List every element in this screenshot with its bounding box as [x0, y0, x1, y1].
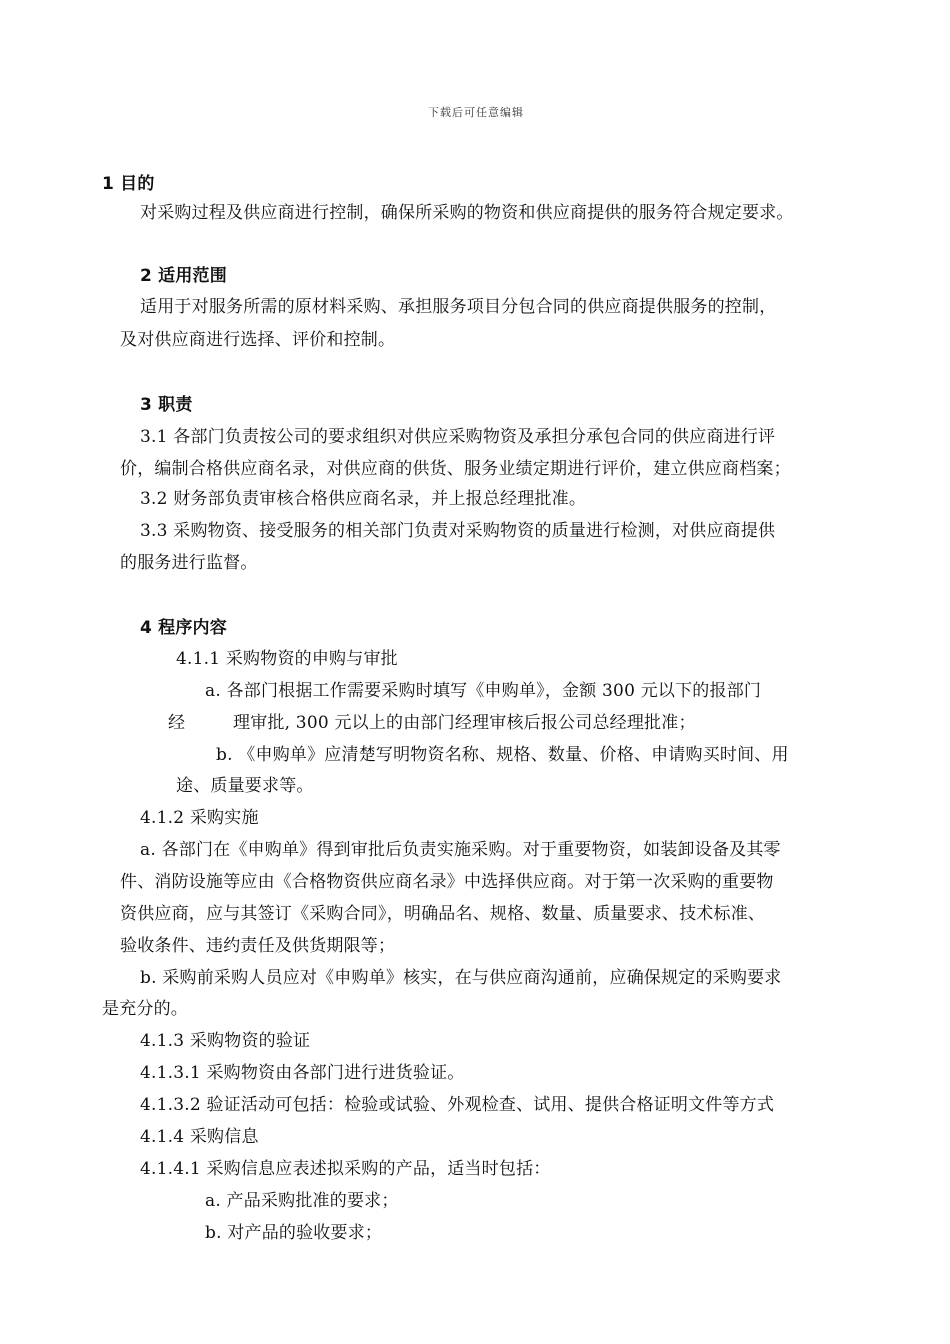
procedure-item-line: b. 《申购单》应清楚写明物资名称、规格、数量、价格、申请购买时间、用	[216, 745, 789, 765]
procedure-item-line: 是充分的。	[102, 999, 188, 1019]
procedure-item-line: 理审批, 300 元以上的由部门经理审核后报公司总经理批准；	[233, 713, 696, 733]
section-3-text-line: 的服务进行监督。	[120, 553, 258, 573]
procedure-item-line: 4.1.3.1 采购物资由各部门进行进货验证。	[140, 1063, 465, 1083]
section-3-text-line: 价，编制合格供应商名录，对供应商的供货、服务业绩定期进行评价，建立供应商档案；	[120, 459, 791, 479]
procedure-item-line: 件、消防设施等应由《合格物资供应商名录》中选择供应商。对于第一次采购的重要物	[120, 872, 774, 892]
section-3-text-line: 3.3 采购物资、接受服务的相关部门负责对采购物资的质量进行检测，对供应商提供	[140, 521, 776, 541]
section-3-heading: 3 职责	[140, 395, 193, 415]
subsection-heading: 4.1.3 采购物资的验证	[140, 1031, 311, 1051]
section-2-text-line: 及对供应商进行选择、评价和控制。	[120, 330, 396, 350]
procedure-item-line: 资供应商，应与其签订《采购合同》，明确品名、规格、数量、质量要求、技术标准、	[120, 904, 766, 924]
section-1-heading: 1 目的	[102, 174, 155, 194]
section-1-text-line: 对采购过程及供应商进行控制，确保所采购的物资和供应商提供的服务符合规定要求。	[140, 203, 794, 223]
procedure-item-line: a. 各部门在《申购单》得到审批后负责实施采购。对于重要物资，如装卸设备及其零	[140, 840, 781, 860]
procedure-item-line: 4.1.4.1 采购信息应表述拟采购的产品，适当时包括：	[140, 1159, 551, 1179]
procedure-item-line: 途、质量要求等。	[176, 776, 314, 796]
subsection-heading: 4.1.4 采购信息	[140, 1127, 259, 1147]
section-2-text-line: 适用于对服务所需的原材料采购、承担服务项目分包合同的供应商提供服务的控制，	[140, 297, 777, 317]
section-3-text-line: 3.2 财务部负责审核合格供应商名录，并上报总经理批准。	[140, 489, 587, 509]
procedure-item-line: 验收条件、违约责任及供货期限等；	[120, 936, 396, 956]
procedure-item-line: 4.1.3.2 验证活动可包括：检验或试验、外观检查、试用、提供合格证明文件等方式	[140, 1095, 775, 1115]
procedure-item-line: a. 产品采购批准的要求；	[205, 1191, 399, 1211]
procedure-item-line: b. 采购前采购人员应对《申购单》核实，在与供应商沟通前，应确保规定的采购要求	[140, 968, 782, 988]
subsection-heading: 4.1.2 采购实施	[140, 808, 259, 828]
page-header-note: 下载后可任意编辑	[428, 106, 524, 119]
procedure-item-line: a. 各部门根据工作需要采购时填写《申购单》，金额 300 元以下的报部门	[205, 681, 762, 701]
section-3-text-line: 3.1 各部门负责按公司的要求组织对供应采购物资及承担分承包合同的供应商进行评	[140, 427, 776, 447]
procedure-item-line: 经	[168, 713, 186, 733]
subsection-heading: 4.1.1 采购物资的申购与审批	[176, 649, 398, 669]
section-4-heading: 4 程序内容	[140, 618, 227, 638]
procedure-item-line: b. 对产品的验收要求；	[205, 1223, 383, 1243]
section-2-heading: 2 适用范围	[140, 266, 227, 286]
